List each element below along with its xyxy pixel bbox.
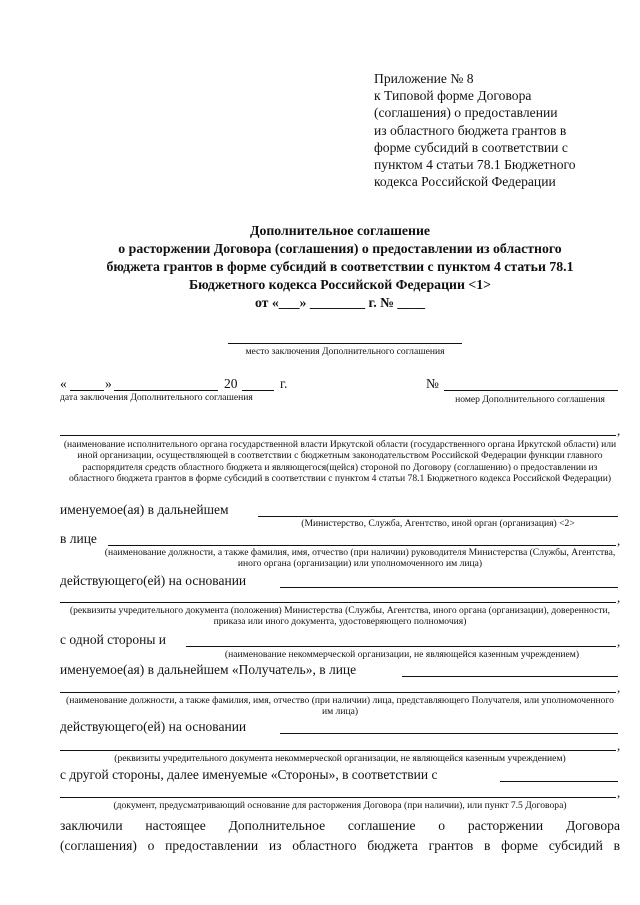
date-year-prefix: 20	[224, 376, 238, 391]
title-line: Дополнительное соглашение	[249, 223, 431, 238]
side2-label: с другой стороны, далее именуемые «Стороны», в соответствии с	[60, 767, 438, 782]
date-day-field[interactable]	[70, 390, 104, 391]
place-field[interactable]	[228, 343, 462, 344]
appendix-line: из областного бюджета грантов в	[374, 122, 567, 138]
date-quote-open: «	[60, 376, 67, 391]
basis1-field-continued[interactable]	[60, 602, 616, 603]
date-year-suffix: г.	[280, 376, 288, 391]
appendix-block	[374, 70, 624, 190]
date-month-field[interactable]	[114, 390, 218, 391]
organization-field[interactable]	[60, 435, 616, 436]
comma: ,	[617, 680, 621, 695]
comma: ,	[617, 634, 621, 649]
title-line: о расторжении Договора (соглашения) о предоставлении из областного	[118, 241, 562, 256]
person1-label: в лице	[60, 531, 97, 546]
title-line: бюджета грантов в форме субсидий в соответствии с пунктом 4 статьи 78.1	[106, 259, 574, 274]
side1-label: с одной стороны и	[60, 632, 167, 647]
named1-field[interactable]	[258, 516, 618, 517]
date-caption: дата заключения Дополнительного соглашения	[60, 392, 253, 403]
side2-field[interactable]	[500, 781, 618, 782]
basis2-caption: (реквизиты учредительного документа некоммерческой организации, не являющейся казенным учреждением)	[114, 753, 566, 764]
appendix-line: пунктом 4 статьи 78.1 Бюджетного	[374, 157, 576, 173]
comma: ,	[617, 738, 621, 753]
basis1-label: действующего(ей) на основании	[60, 573, 247, 588]
person1-caption: (наименование должности, а также фамилия, имя, отчество (при наличии) руководителя Министерства (Службы, Агентства, иного органа (организации) или уполномоченного им лица)	[104, 547, 616, 570]
place-caption: место заключения Дополнительного соглашения	[245, 346, 445, 357]
title-date-line: от «___» ________ г. № ____	[254, 295, 426, 310]
number-sign: №	[426, 376, 439, 391]
side2-field-continued[interactable]	[60, 797, 616, 798]
named2-label: именуемое(ая) в дальнейшем «Получатель», в лице	[60, 662, 357, 677]
person2-field[interactable]	[60, 692, 616, 693]
document-title	[40, 222, 640, 312]
side1-caption: (наименование некоммерческой организации, не являющейся казенным учреждением)	[224, 649, 580, 660]
basis2-label: действующего(ей) на основании	[60, 719, 247, 734]
comma: ,	[617, 533, 621, 548]
organization-caption: (наименование исполнительного органа государственной власти Иркутской области (государственного органа Иркутской области) или иной организации, осуществляющей в соответствии с бюджетным законодательством Российской Федерации функции главного распорядителя средств областного бюджета и являющегося(щейся) стороной по Договору (соглашению) о предоставлении из областного бюджета грантов в форме субсидий в соответствии с пунктом 4 статьи 78.1 Бюджетного кодекса Российской Федерации)	[63, 439, 617, 485]
side1-field[interactable]	[186, 646, 616, 647]
appendix-line: Приложение № 8	[374, 71, 474, 86]
side2-caption: (документ, предусматривающий основание для расторжения Договора (при наличии), или пункт 7.5 Договора)	[113, 800, 567, 811]
appendix-line: (соглашения) о предоставлении	[374, 105, 558, 121]
basis1-caption: (реквизиты учредительного документа (положения) Министерства (Службы, Агентства, иного органа (организации), доверенности, приказа или иного документа, удостоверяющего полномочия)	[69, 605, 611, 628]
title-line: Бюджетного кодекса Российской Федерации <1>	[188, 277, 491, 292]
comma: ,	[617, 785, 621, 800]
number-caption: номер Дополнительного соглашения	[455, 394, 605, 405]
basis2-field-continued[interactable]	[60, 750, 616, 751]
basis1-field[interactable]	[280, 587, 618, 588]
final-line: заключили настоящее Дополнительное соглашение о расторжении Договора	[60, 818, 620, 833]
number-field[interactable]	[444, 390, 618, 391]
appendix-line: форме субсидий в соответствии с	[374, 139, 568, 155]
date-year-field[interactable]	[242, 390, 274, 391]
named1-caption: (Министерство, Служба, Агентство, иной орган (организация) <2>	[301, 518, 575, 529]
appendix-line: кодекса Российской Федерации	[374, 174, 556, 190]
appendix-line: к Типовой форме Договора	[374, 88, 532, 104]
basis2-field[interactable]	[280, 733, 618, 734]
person1-field[interactable]	[108, 545, 616, 546]
named1-label: именуемое(ая) в дальнейшем	[60, 502, 229, 517]
person2-caption: (наименование должности, а также фамилия, имя, отчество (при наличии) лица, представляющего Получателя, или уполномоченного им лица)	[66, 695, 614, 718]
comma: ,	[617, 423, 621, 438]
final-line: (соглашения) о предоставлении из областного бюджета грантов в форме субсидий в	[60, 838, 620, 853]
date-quote-close: »	[105, 376, 112, 391]
comma: ,	[617, 590, 621, 605]
named2-field[interactable]	[402, 676, 618, 677]
